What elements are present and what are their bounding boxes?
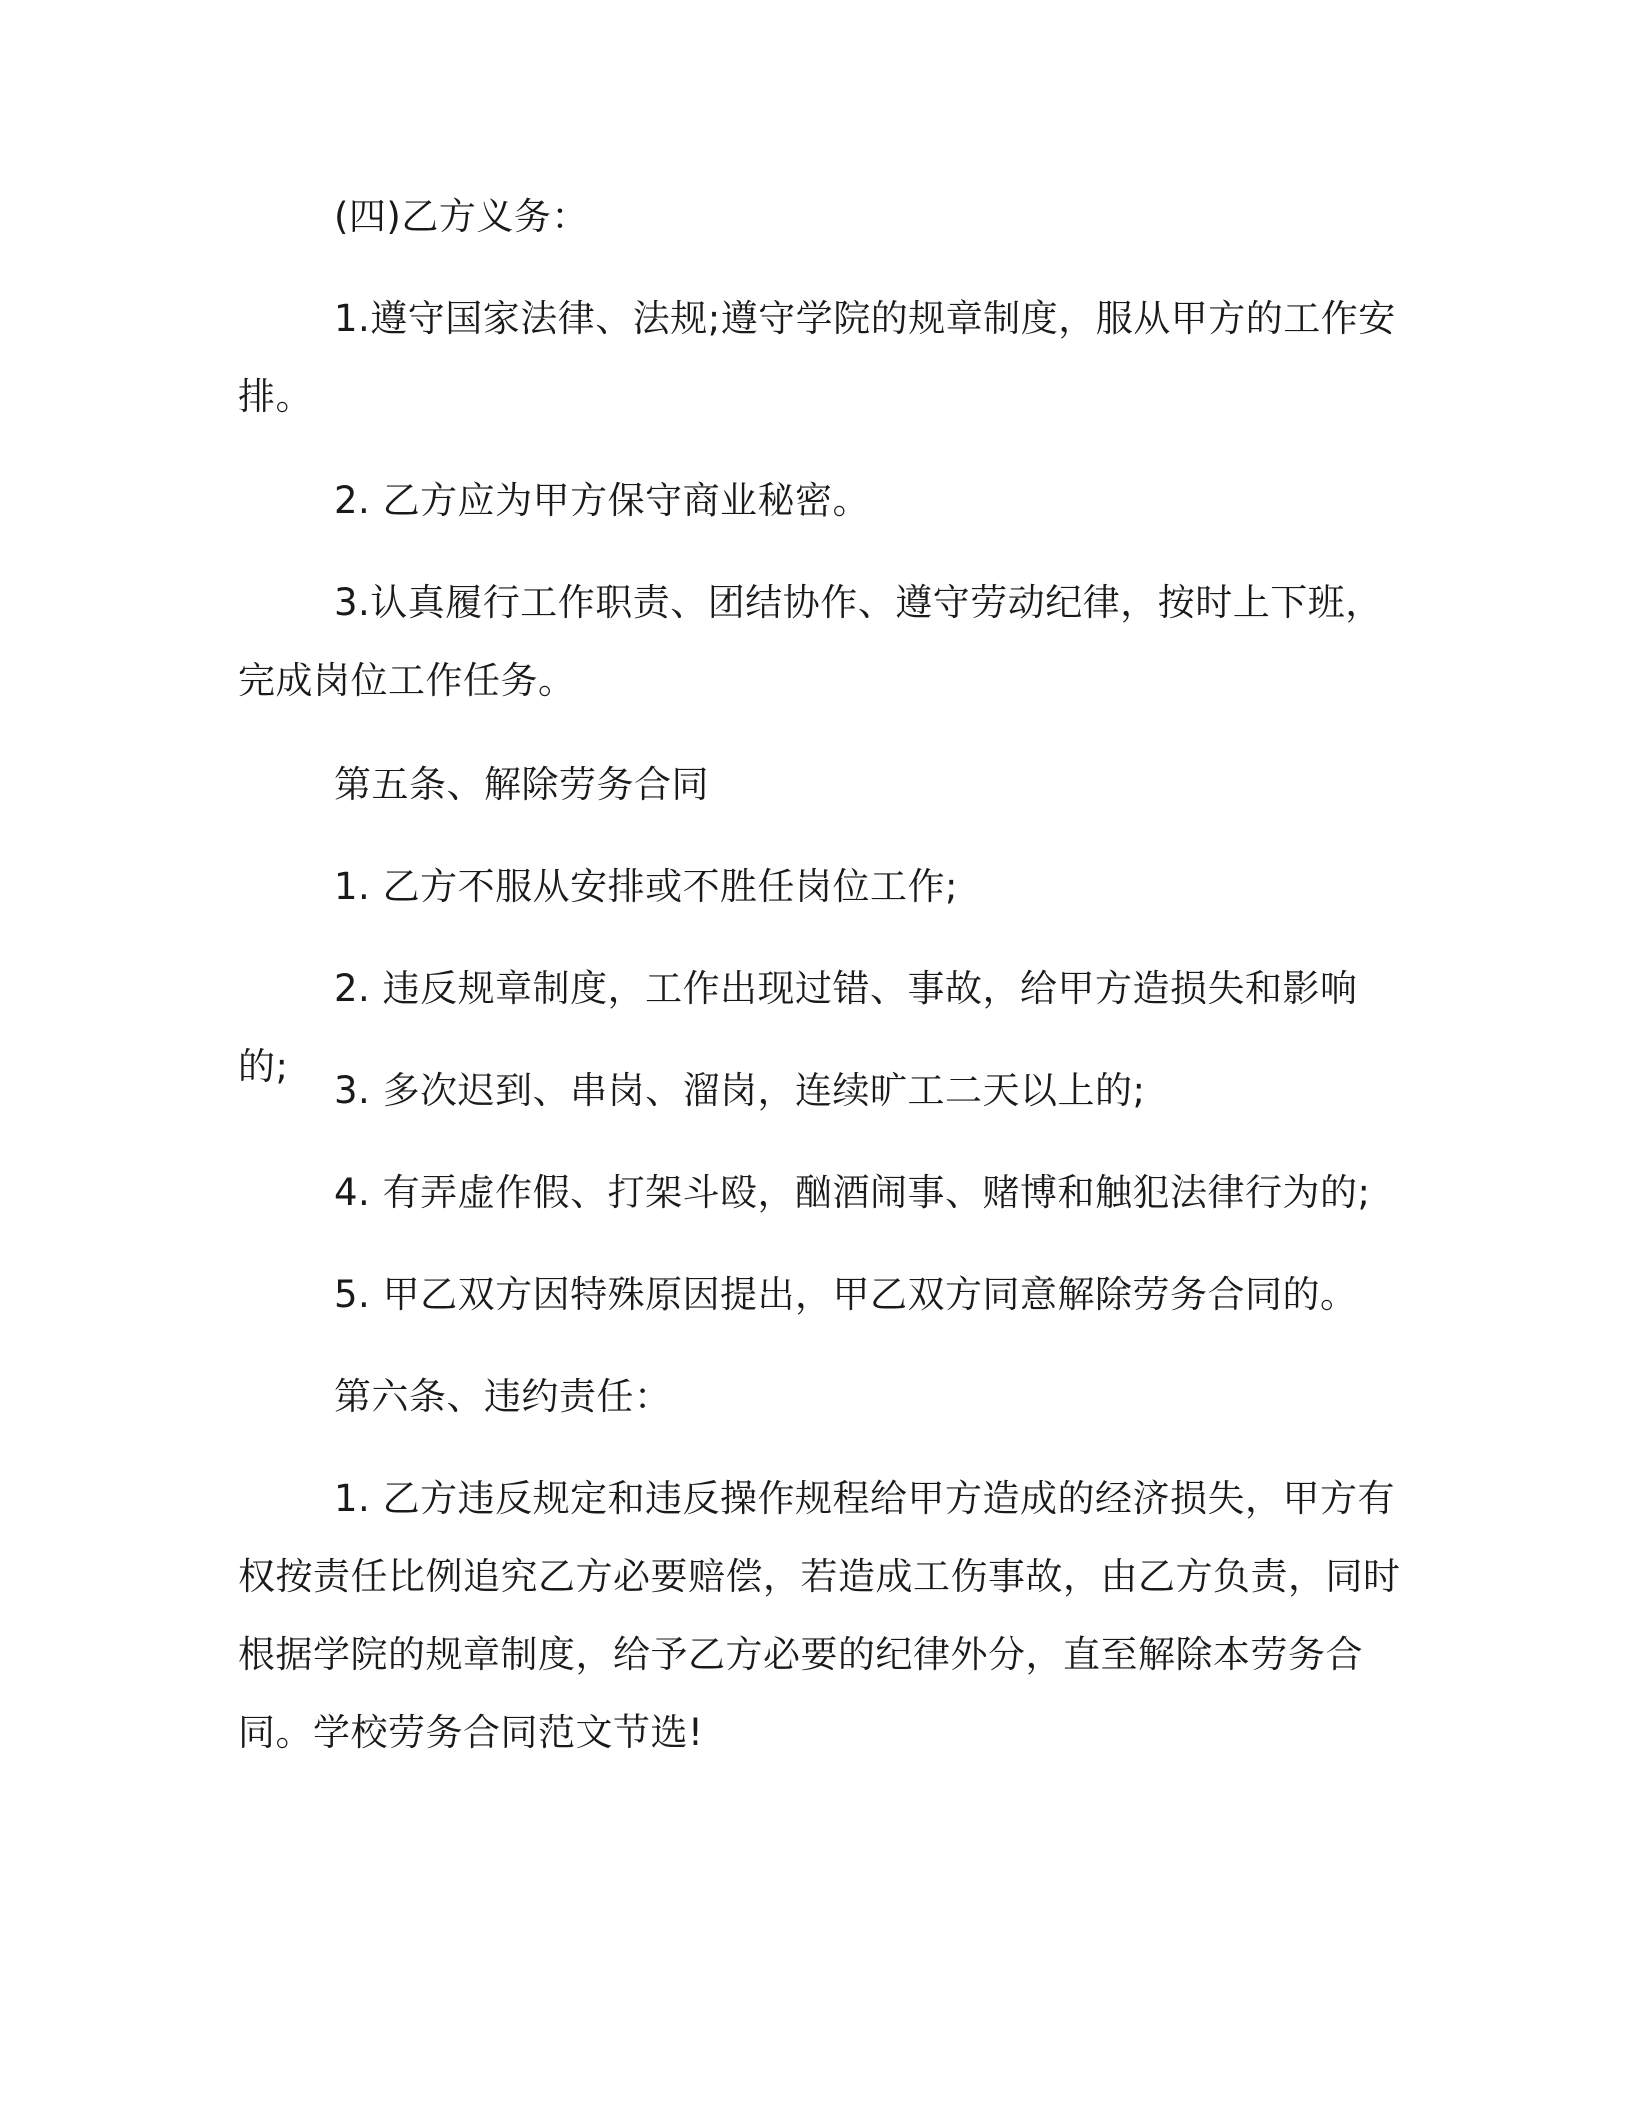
paragraph-termination-2: 2. 违反规章制度，工作出现过错、事故，给甲方造损失和影响的; bbox=[238, 967, 1358, 1088]
section-heading-party-b-obligations: (四)乙方义务： bbox=[334, 195, 589, 238]
paragraph-termination-5: 5. 甲乙双方因特殊原因提出，甲乙双方同意解除劳务合同的。 bbox=[334, 1273, 1358, 1316]
paragraph-termination-3: 3. 多次迟到、串岗、溜岗，连续旷工二天以上的; bbox=[334, 1069, 1146, 1112]
article-heading-6: 第六条、违约责任： bbox=[334, 1375, 672, 1418]
paragraph-obligation-3: 3.认真履行工作职责、团结协作、遵守劳动纪律，按时上下班，完成岗位工作任务。 bbox=[238, 581, 1383, 702]
paragraph-termination-4: 4. 有弄虚作假、打架斗殴，酗酒闹事、赌博和触犯法律行为的; bbox=[334, 1171, 1371, 1214]
paragraph-termination-1: 1. 乙方不服从安排或不胜任岗位工作; bbox=[334, 865, 959, 908]
article-heading-5: 第五条、解除劳务合同 bbox=[334, 763, 709, 806]
paragraph-liability-1: 1. 乙方违反规定和违反操作规程给甲方造成的经济损失，甲方有权按责任比例追究乙方必要赔偿，若造成工伤事故，由乙方负责，同时根据学院的规章制度，给予乙方必要的纪律外分，直至解除本劳务合同。学校劳务合同范文节选! bbox=[238, 1477, 1401, 1754]
paragraph-obligation-1: 1.遵守国家法律、法规;遵守学院的规章制度，服从甲方的工作安排。 bbox=[238, 297, 1396, 418]
paragraph-obligation-2: 2. 乙方应为甲方保守商业秘密。 bbox=[334, 479, 871, 522]
